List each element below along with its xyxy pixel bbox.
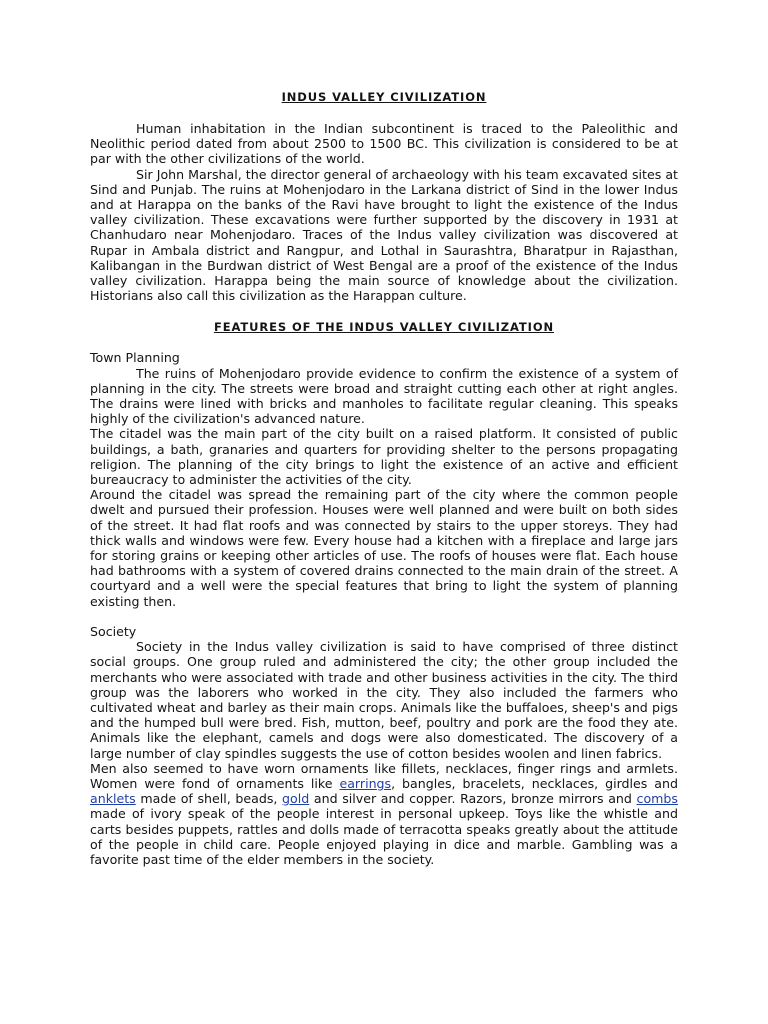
society-paragraph-1: Society in the Indus valley civilization is said to have comprised of three distinct social groups. One group ruled and administered the city; the other group included the merchants who were associated with trade and other business activities in the city. The third group was the laborers who worked in the city. They also included the farmers who cultivated wheat and barley as their main crops. Animals like the buffaloes, sheep's and pigs and the humped bull were bred. Fish, mutton, beef, poultry and pork are the food they ate. Animals like the elephant, camels and dogs were also domesticated. The discovery of a large number of clay spindles suggests the use of cotton besides woolen and linen fabrics. bbox=[90, 639, 678, 761]
anklets-link[interactable]: anklets bbox=[90, 791, 136, 807]
combs-link[interactable]: combs bbox=[636, 791, 678, 807]
society-text-5: made of ivory speak of the people interest in personal upkeep. Toys like the whistle and carts besides puppets, rattles and dolls made of terracotta speaks greatly about the attitude of the people in child care. People enjoyed playing in dice and marble. Gambling was a favorite past time of the elder members in the society. bbox=[90, 806, 678, 867]
society-text-3: made of shell, beads, bbox=[135, 791, 283, 807]
gold-link[interactable]: gold bbox=[282, 791, 310, 807]
town-planning-heading: Town Planning bbox=[90, 350, 180, 366]
document-title: INDUS VALLEY CIVILIZATION bbox=[281, 90, 487, 104]
society-paragraph-2 bbox=[90, 761, 678, 867]
town-planning-paragraph-2: The citadel was the main part of the city built on a raised platform. It consisted of public buildings, a bath, granaries and quarters for providing shelter to the persons propagating religion. The planning of the city brings to light the existence of an active and efficient bureaucracy to administer the activities of the city. bbox=[90, 426, 678, 488]
intro-paragraph-1: Human inhabitation in the Indian subcontinent is traced to the Paleolithic and Neolithic period dated from about 2500 to 1500 BC. This civilization is considered to be at par with the other civilizations of the world. bbox=[90, 121, 678, 167]
town-planning-paragraph-3: Around the citadel was spread the remaining part of the city where the common people dwelt and pursued their profession. Houses were well planned and were built on both sides of the street. It had flat roofs and was connected by stairs to the upper storeys. They had thick walls and windows were few. Every house had a kitchen with a fireplace and large jars for storing grains or keeping other articles of use. The roofs of houses were flat. Each house had bathrooms with a system of covered drains connected to the main drain of the street. A courtyard and a well were the special features that bring to light the system of planning existing then. bbox=[90, 487, 678, 609]
society-heading: Society bbox=[90, 623, 137, 639]
society-text-1: Men also seemed to have worn ornaments like fillets, necklaces, finger rings and armlets. Women were fond of ornaments like bbox=[90, 760, 678, 791]
society-text-4: and silver and copper. Razors, bronze mirrors and bbox=[309, 791, 637, 807]
intro-paragraph-2: Sir John Marshal, the director general of archaeology with his team excavated sites at Sind and Punjab. The ruins at Mohenjodaro in the Larkana district of Sind in the lower Indus and at Harappa on the banks of the Ravi have brought to light the existence of the Indus valley civilization. These excavations were further supported by the discovery in 1931 at Chanhudaro near Mohenjodaro. Traces of the Indus valley civilization was discovered at Rupar in Ambala district and Rangpur, and Lothal in Saurashtra, Bharatpur in Rajasthan, Kalibangan in the Burdwan district of West Bengal are a proof of the existence of the Indus valley civilization. Harappa being the main source of knowledge about the civilization. Historians also call this civilization as the Harappan culture. bbox=[90, 166, 678, 304]
features-heading: FEATURES OF THE INDUS VALLEY CIVILIZATION bbox=[213, 320, 555, 335]
section-spacer bbox=[90, 609, 678, 624]
earrings-link[interactable]: earrings bbox=[339, 775, 392, 791]
society-text-2: , bangles, bracelets, necklaces, girdles and bbox=[391, 775, 678, 791]
town-planning-paragraph-1: The ruins of Mohenjodaro provide evidence to confirm the existence of a system of planning in the city. The streets were broad and straight cutting each other at right angles. The drains were lined with bricks and manholes to facilitate regular cleaning. This speaks highly of the civilization's advanced nature. bbox=[90, 365, 678, 427]
